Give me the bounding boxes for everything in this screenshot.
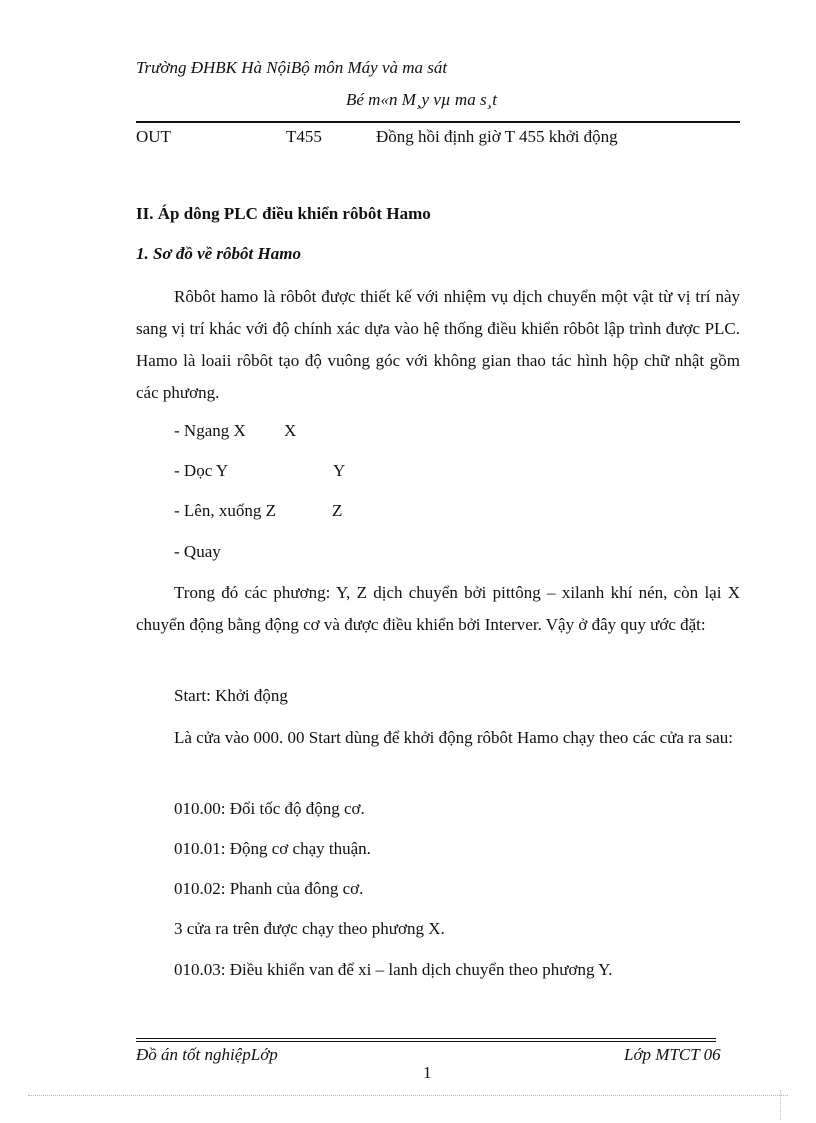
axis-item-symbol: Z [332, 501, 343, 520]
footer-rule-bottom [136, 1041, 716, 1042]
table-cell-out: OUT [136, 127, 171, 146]
footer-left: Đồ án tốt nghiệpLớp [136, 1045, 278, 1064]
section-title: II. Áp dông PLC điều khiển rôbôt Hamo [136, 204, 431, 223]
footer-rule-top [136, 1038, 716, 1039]
table-cell-timer: T455 [286, 127, 322, 146]
page-edge-guide-horizontal [28, 1095, 788, 1096]
output-item: 010.03: Điều khiển van để xi – lanh dịch chuyển theo phương Y. [174, 960, 613, 979]
start-line: Start: Khởi động [174, 686, 288, 705]
output-item: 010.02: Phanh của đông cơ. [174, 879, 364, 898]
page-edge-guide-vertical [780, 1090, 781, 1120]
axis-item-symbol: Y [333, 461, 346, 480]
header-line-2: Bé m«n M¸y vµ ma s¸t [346, 90, 497, 109]
header-rule [136, 121, 740, 123]
footer-right: Lớp MTCT 06 [624, 1045, 721, 1064]
paragraph-intro: Rôbôt hamo là rôbôt được thiết kế với nhiệm vụ dịch chuyển một vật từ vị trí này sang vị trí khác với độ chính xác dựa vào hệ thống điều khiển rôbôt lập trình được PLC. Hamo là loaii rôbôt tạo độ vuông góc với không gian thao tác hình hộp chữ nhật gồm các phương. [136, 287, 740, 402]
header-line-1: Trường ĐHBK Hà NộiBộ môn Máy và ma sát [136, 58, 448, 77]
axis-item-symbol: X [284, 421, 297, 440]
axis-item-label: - Lên, xuống Z [174, 501, 276, 520]
page-number: 1 [423, 1063, 432, 1082]
output-item: 3 cửa ra trên được chạy theo phương X. [174, 919, 445, 938]
output-item: 010.00: Đổi tốc độ động cơ. [174, 799, 365, 818]
axis-item-label: - Quay [174, 542, 221, 561]
axis-item-label: - Ngang X [174, 421, 246, 440]
output-item: 010.01: Động cơ chạy thuận. [174, 839, 371, 858]
paragraph-axes-drive: Trong đó các phương: Y, Z dịch chuyển bởi pittông – xilanh khí nén, còn lại X chuyển động bằng động cơ và được điều khiển bởi Interver. Vậy ở đây quy ước đặt: [136, 583, 740, 634]
table-cell-description: Đồng hồi định giờ T 455 khởi động [376, 127, 618, 146]
paragraph-start-input: Là cửa vào 000. 00 Start dùng để khởi động rôbôt Hamo chạy theo các cửa ra sau: [174, 728, 733, 747]
subsection-title: 1. Sơ đồ về rôbôt Hamo [136, 244, 301, 263]
axis-item-label: - Dọc Y [174, 461, 229, 480]
